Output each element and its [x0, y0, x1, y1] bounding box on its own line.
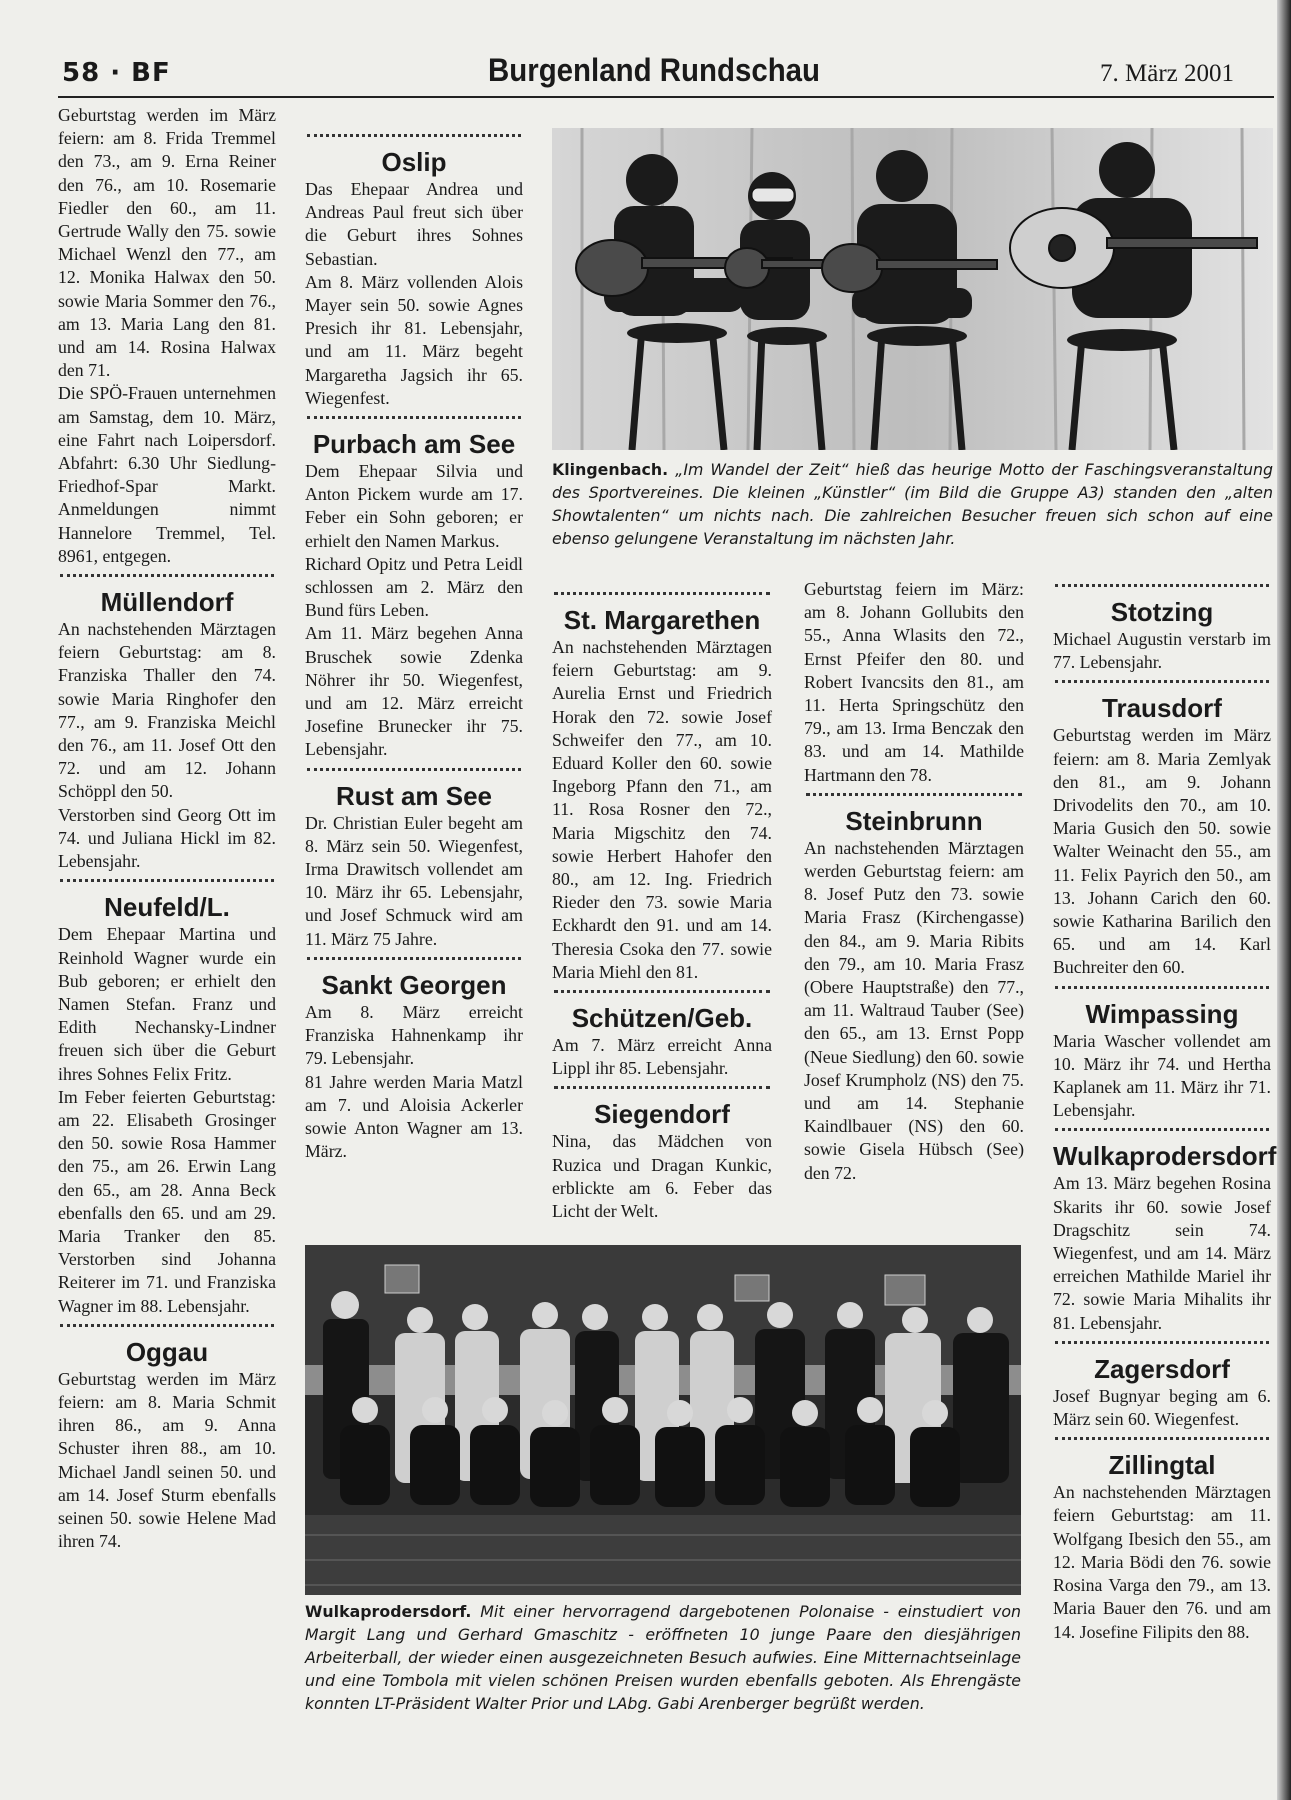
section-heading: Purbach am See: [312, 429, 516, 460]
article-paragraph: 81 Jahre werden Maria Matzl am 7. und Aloisia Ackerler sowie Anton Wagner am 13. März.: [305, 1071, 523, 1162]
article-paragraph: Am 11. März begehen Anna Bruschek sowie Zdenka Nöhrer ihr 50. Wiegenfest, und am 12. März erreicht Josefine Brunecker ihr 75. Lebensjahr.: [305, 623, 523, 760]
caption-text: Mit einer hervorragend dargebotenen Polonaise - einstudiert von Margit Lang und Gerhard Gmaschitz - eröffneten 10 junge Paare den diesjährigen Arbeiterball, der wieder einen ausgezeichneten Besuch aufwies. Eine Mitternachtseinlage und eine Tombola mit vielen schönen Preisen wurden ebenfalls geboten. Als Ehrengäste konnten LT-Präsident Walter Prior und LAbg. Gabi Arenberger begrüßt werden.: [305, 1602, 1021, 1713]
article-paragraph: Das Ehepaar Andrea und Andreas Paul freut sich über die Geburt ihres Sohnes Sebastian.: [305, 179, 523, 269]
article-paragraph: An nachstehenden Märztagen werden Geburtstag feiern: am 8. Josef Putz den 73. sowie Maria Frasz (Kirchengasse) den 84., am 9. Maria Ribits den 79., am 10. Maria Frasz (Obere Hauptstraße) den 77., am 11. Waltraud Tauber (See) den 65., am 13. Ernst Popp (Neue Siedlung) den 60. sowie Josef Krumpholz (NS) den 75. und am 14. Stephanie Kaindlbauer (NS) den 60. sowie Gisela Hübsch (See) den 72.: [804, 837, 1024, 1183]
section-heading: Wulkaprodersdorf: [1053, 1141, 1277, 1172]
article-paragraph: Am 8. März vollenden Alois Mayer sein 50. sowie Agnes Presich ihr 81. Lebensjahr, und am 11. März begeht Margaretha Jagsich ihr 65. Wiegenfest.: [305, 271, 523, 408]
photo-klingenbach-image: [552, 128, 1273, 450]
section-heading: St. Margarethen: [563, 605, 761, 635]
section-heading: Neufeld/L.: [104, 892, 230, 923]
article-paragraph: Dem Ehepaar Martina und Reinhold Wagner wurde ein Bub geboren; er erhielt den Namen Stefan. Franz und Edith Nechansky-Lindner freuen sich über die Geburt ihres Sohnes Felix Fritz.: [58, 924, 276, 1084]
dotted-separator: [1055, 1341, 1269, 1352]
caption-klingenbach: [552, 458, 1273, 550]
section-heading: Stotzing: [1110, 597, 1214, 627]
article-paragraph: Geburtstag feiern im März: am 8. Johann Gollubits den 55., Anna Wlasits den 72., Ernst Pfeifer den 80. und Robert Ivancsits den 81., am 11. Herta Springschütz den 79., am 13. Irma Benczak den 83. und am 14. Mathilde Hartmann den 78.: [804, 579, 1024, 785]
dotted-separator: [307, 416, 521, 427]
article-paragraph: Michael Augustin verstarb im 77. Lebensjahr.: [1053, 629, 1271, 673]
article-paragraph: Maria Wascher vollendet am 10. März ihr 74. und Hertha Kaplanek am 11. März ihr 71. Lebensjahr.: [1053, 1030, 1271, 1121]
photo-klingenbach-guitarists: [552, 128, 1273, 450]
article-paragraph: An nachstehenden Märztagen feiern Geburtstag: am 8. Franziska Thaller den 74. sowie Maria Ringhofer den 77., am 9. Franziska Meichl den 76., am 11. Josef Ott den 72. und am 12. Johann Schöppl den 50.: [58, 619, 276, 802]
section-heading: Siegendorf: [594, 1099, 730, 1130]
issue-date: 7. März 2001: [1100, 60, 1234, 87]
section-heading: Schützen/Geb.: [571, 1003, 753, 1034]
column-5: [1053, 578, 1277, 1644]
dotted-separator: [1055, 680, 1269, 691]
dotted-separator: [554, 1086, 770, 1097]
dotted-separator: [554, 990, 770, 1001]
column-3: [552, 586, 772, 1223]
section-heading: Trausdorf: [1102, 693, 1222, 724]
photo-wulkaprodersdorf-image: [305, 1245, 1021, 1595]
dotted-separator: [1055, 1437, 1269, 1448]
article-paragraph: An nachstehenden Märztagen feiern Geburtstag: am 11. Wolfgang Ibesich den 55., am 12. Maria Bödi den 76. sowie Rosina Varga den 79., am 13. Maria Bauer den 76. und am 14. Josefine Filipits den 88.: [1053, 1482, 1271, 1642]
dotted-separator: [1055, 584, 1269, 595]
caption-place: Wulkaprodersdorf.: [305, 1602, 472, 1621]
dotted-separator: [60, 1324, 274, 1335]
column-4: [804, 578, 1024, 1185]
section-heading: Wimpassing: [1085, 998, 1239, 1029]
dotted-separator: [60, 574, 274, 585]
dotted-separator: [307, 134, 521, 145]
article-paragraph: Josef Bugnyar beging am 6. März sein 60. Wiegenfest.: [1053, 1385, 1271, 1430]
caption-wulkaprodersdorf: [305, 1600, 1021, 1715]
column-1: [58, 104, 276, 1553]
caption-text: „Im Wandel der Zeit“ hieß das heurige Motto der Faschingsveranstaltung des Sportvereines. Die kleinen „Künstler“ (im Bild die Gruppe A3) standen den „alten Showtalenten“ um nichts nach. Die zahlreichen Besucher freuen sich schon auf eine ebenso gelungene Veranstaltung im nächsten Jahr.: [552, 460, 1273, 548]
dotted-separator: [1055, 1128, 1269, 1139]
photo-wulkaprodersdorf-ball: [305, 1245, 1021, 1595]
article-paragraph: Dr. Christian Euler begeht am 8. März sein 50. Wiegenfest, Irma Drawitsch vollendet am 10. März ihr 65. Lebensjahr, und Josef Schmuck wird am 11. März 75 Jahre.: [305, 812, 523, 949]
article-paragraph: Geburtstag werden im März feiern: am 8. Frida Tremmel den 73., am 9. Erna Reiner den 76., am 10. Rosemarie Fiedler den 60., am 11. Gertrude Wally den 75. sowie Michael Wenzl den 77., am 12. Monika Halwax den 50. sowie Maria Sommer den 76., am 13. Maria Lang den 81. und am 14. Rosina Halwax den 71.: [58, 105, 276, 381]
column-2: [305, 128, 523, 1163]
article-paragraph: Geburtstag werden im März feiern: am 8. Maria Zemlyak den 81., am 9. Johann Drivodelits den 70., am 10. Maria Gusich den 50. sowie Walter Weinacht den 55., am 11. Felix Payrich den 50., am 13. Johann Carich den 60. sowie Katharina Barilich den 65. und am 14. Karl Buchreiter den 60.: [1053, 725, 1271, 978]
caption-place: Klingenbach.: [552, 460, 669, 479]
article-paragraph: Geburtstag werden im März feiern: am 8. Maria Schmit ihren 86., am 9. Anna Schuster ihren 88., am 10. Michael Jandl seinen 50. und am 14. Josef Sturm ebenfalls seinen 50. sowie Helene Mad ihren 74.: [58, 1368, 276, 1552]
article-paragraph: Am 8. März erreicht Franziska Hahnenkamp ihr 79. Lebensjahr.: [305, 1001, 523, 1069]
dotted-separator: [554, 592, 770, 603]
section-heading: Oggau: [125, 1336, 209, 1367]
article-paragraph: Verstorben sind Georg Ott im 74. und Juliana Hickl im 82. Lebensjahr.: [58, 804, 276, 872]
dotted-separator: [806, 793, 1022, 804]
dotted-separator: [307, 957, 521, 968]
article-paragraph: Richard Opitz und Petra Leidl schlossen am 2. März den Bund fürs Leben.: [305, 553, 523, 621]
section-heading: Sankt Georgen: [321, 969, 507, 1000]
article-paragraph: Im Feber feierten Geburtstag: am 22. Elisabeth Grosinger den 50. sowie Rosa Hammer den 75., am 26. Erwin Lang den 65., am 28. Anna Beck ebenfalls den 65. und am 29. Maria Tranker den 85. Verstorben sind Johanna Reiterer im 71. und Franziska Wagner im 88. Lebensjahr.: [58, 1086, 276, 1316]
article-paragraph: Dem Ehepaar Silvia und Anton Pickem wurde am 17. Feber ein Sohn geboren; er erhielt den Namen Markus.: [305, 461, 523, 551]
section-heading: Rust am See: [335, 780, 493, 811]
article-paragraph: An nachstehenden Märztagen feiern Geburtstag: am 9. Aurelia Ernst und Friedrich Horak den 72. sowie Josef Schweifer den 77., am 10. Eduard Koller den 60. sowie Ingeborg Pfann den 71., am 11. Rosa Rosner den 72., Maria Migschitz den 74. sowie Herbert Hahofer den 80., am 12. Ing. Friedrich Rieder den 73. sowie Maria Eckhardt den 91. und am 14. Theresia Csoka den 77. sowie Maria Miehl den 81.: [552, 637, 772, 982]
article-paragraph: Am 13. März begehen Rosina Skarits ihr 60. sowie Josef Dragschitz sein 74. Wiegenfest, und am 14. März erreichen Mathilde Mariel ihr 72. sowie Maria Mihalits ihr 81. Lebensjahr.: [1053, 1173, 1271, 1333]
dotted-separator: [60, 879, 274, 890]
section-heading: Zagersdorf: [1094, 1353, 1230, 1384]
newspaper-title: Burgenland Rundschau: [488, 52, 821, 88]
dotted-separator: [1055, 986, 1269, 997]
page-number: 58 · BF: [62, 58, 171, 88]
article-paragraph: Nina, das Mädchen von Ruzica und Dragan Kunkic, erblickte am 6. Feber das Licht der Welt.: [552, 1131, 772, 1222]
page-binding-shadow: [1277, 0, 1291, 1800]
section-heading: Müllendorf: [100, 587, 234, 618]
section-heading: Steinbrunn: [845, 805, 983, 836]
article-paragraph: Am 7. März erreicht Anna Lippl ihr 85. Lebensjahr.: [552, 1035, 772, 1079]
section-heading: Zillingtal: [1108, 1450, 1216, 1481]
dotted-separator: [307, 768, 521, 779]
article-paragraph: Die SPÖ-Frauen unternehmen am Samstag, dem 10. März, eine Fahrt nach Loipersdorf. Abfahrt: 6.30 Uhr Siedlung-Friedhof-Spar Markt. Anmeldungen nimmt Hannelore Tremmel, Tel. 8961, entgegen.: [58, 383, 276, 566]
header-rule: [58, 96, 1274, 98]
section-heading: Oslip: [381, 147, 447, 177]
